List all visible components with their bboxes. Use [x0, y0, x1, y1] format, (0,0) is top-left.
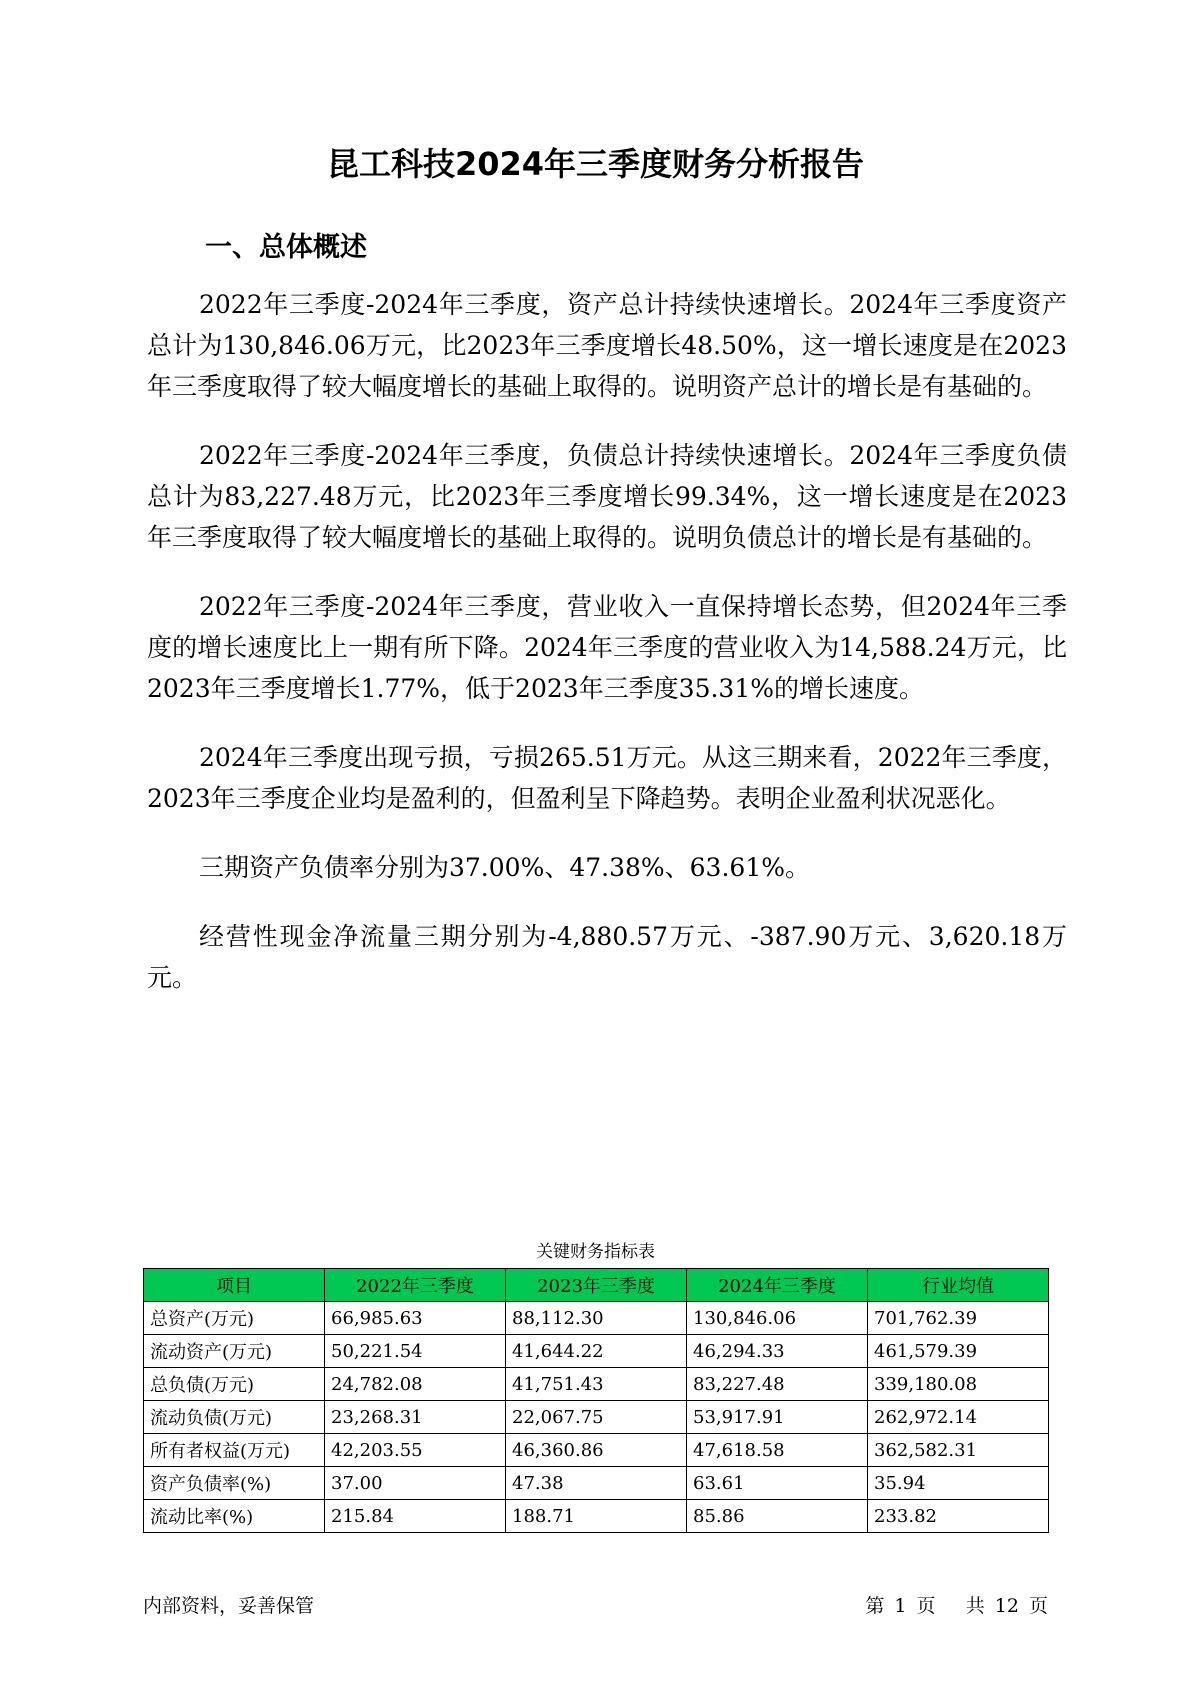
paragraph-revenue: 2022年三季度-2024年三季度，营业收入一直保持增长态势，但2024年三季度的增长速度比上一期有所下降。2024年三季度的营业收入为14,588.24万元，比2023年三季度增长1.77%，低于2023年三季度35.31%的增长速度。 — [147, 592, 1067, 703]
table-cell: 46,294.33 — [687, 1335, 868, 1368]
table-cell: 339,180.08 — [868, 1368, 1049, 1401]
table-row — [144, 1500, 1049, 1533]
table-row — [144, 1467, 1049, 1500]
table-caption: 关键财务指标表 — [536, 1242, 655, 1262]
paragraph-profit: 2024年三季度出现亏损，亏损265.51万元。从这三期来看，2022年三季度，2023年三季度企业均是盈利的，但盈利呈下降趋势。表明企业盈利状况恶化。 — [147, 743, 1067, 813]
table-cell: 701,762.39 — [868, 1302, 1049, 1335]
table-cell: 47.38 — [506, 1467, 687, 1500]
page-prefix: 第 — [865, 1595, 885, 1617]
table-cell: 63.61 — [687, 1467, 868, 1500]
table-cell: 42,203.55 — [325, 1434, 506, 1467]
total-prefix: 共 — [965, 1595, 985, 1617]
table-cell: 50,221.54 — [325, 1335, 506, 1368]
table-cell: 资产负债率(%) — [144, 1467, 325, 1500]
body-text — [147, 284, 1067, 1026]
page-number: 1 — [894, 1595, 907, 1617]
table-header-cell: 2022年三季度 — [325, 1269, 506, 1302]
table-cell: 215.84 — [325, 1500, 506, 1533]
table-row — [144, 1434, 1049, 1467]
page-suffix: 页 — [916, 1595, 936, 1617]
table-cell: 总资产(万元) — [144, 1302, 325, 1335]
footer-page-info — [865, 1593, 1048, 1619]
table-cell: 53,917.91 — [687, 1401, 868, 1434]
table-header-cell: 2024年三季度 — [687, 1269, 868, 1302]
table-row — [144, 1401, 1049, 1434]
paragraph-liabilities: 2022年三季度-2024年三季度，负债总计持续快速增长。2024年三季度负债总计为83,227.48万元，比2023年三季度增长99.34%，这一增长速度是在2023年三季度取得了较大幅度增长的基础上取得的。说明负债总计的增长是有基础的。 — [147, 441, 1067, 552]
section-heading: 一、总体概述 — [205, 232, 367, 263]
table-cell: 46,360.86 — [506, 1434, 687, 1467]
table-header-cell: 项目 — [144, 1269, 325, 1302]
table-cell: 461,579.39 — [868, 1335, 1049, 1368]
table-cell: 24,782.08 — [325, 1368, 506, 1401]
table-cell: 85.86 — [687, 1500, 868, 1533]
table-cell: 22,067.75 — [506, 1401, 687, 1434]
table-cell: 35.94 — [868, 1467, 1049, 1500]
table-row — [144, 1335, 1049, 1368]
table-cell: 23,268.31 — [325, 1401, 506, 1434]
table-cell: 流动比率(%) — [144, 1500, 325, 1533]
paragraph-cash-flow: 经营性现金净流量三期分别为-4,880.57万元、-387.90万元、3,620.18万元。 — [147, 922, 1067, 992]
table-cell: 66,985.63 — [325, 1302, 506, 1335]
paragraph-debt-ratio: 三期资产负债率分别为37.00%、47.38%、63.61%。 — [199, 853, 810, 882]
table-cell: 83,227.48 — [687, 1368, 868, 1401]
financial-indicators-table — [143, 1268, 1049, 1533]
table-cell: 88,112.30 — [506, 1302, 687, 1335]
table-cell: 362,582.31 — [868, 1434, 1049, 1467]
table-cell: 41,751.43 — [506, 1368, 687, 1401]
table-header-cell: 行业均值 — [868, 1269, 1049, 1302]
table-cell: 流动负债(万元) — [144, 1401, 325, 1434]
table-cell: 233.82 — [868, 1500, 1049, 1533]
table-cell: 总负债(万元) — [144, 1368, 325, 1401]
table-row — [144, 1302, 1049, 1335]
table-cell: 47,618.58 — [687, 1434, 868, 1467]
total-pages: 12 — [994, 1595, 1019, 1617]
table-cell: 41,644.22 — [506, 1335, 687, 1368]
table-row — [144, 1368, 1049, 1401]
paragraph-assets: 2022年三季度-2024年三季度，资产总计持续快速增长。2024年三季度资产总计为130,846.06万元，比2023年三季度增长48.50%，这一增长速度是在2023年三季度取得了较大幅度增长的基础上取得的。说明资产总计的增长是有基础的。 — [147, 290, 1067, 401]
table-cell: 37.00 — [325, 1467, 506, 1500]
table-cell: 130,846.06 — [687, 1302, 868, 1335]
table-cell: 188.71 — [506, 1500, 687, 1533]
footer-confidential-note: 内部资料，妥善保管 — [143, 1595, 315, 1617]
table-cell: 流动资产(万元) — [144, 1335, 325, 1368]
table-header-cell: 2023年三季度 — [506, 1269, 687, 1302]
table-cell: 262,972.14 — [868, 1401, 1049, 1434]
page-title: 昆工科技2024年三季度财务分析报告 — [326, 145, 865, 183]
table-cell: 所有者权益(万元) — [144, 1434, 325, 1467]
total-suffix: 页 — [1028, 1595, 1048, 1617]
table-header-row — [144, 1269, 1049, 1302]
